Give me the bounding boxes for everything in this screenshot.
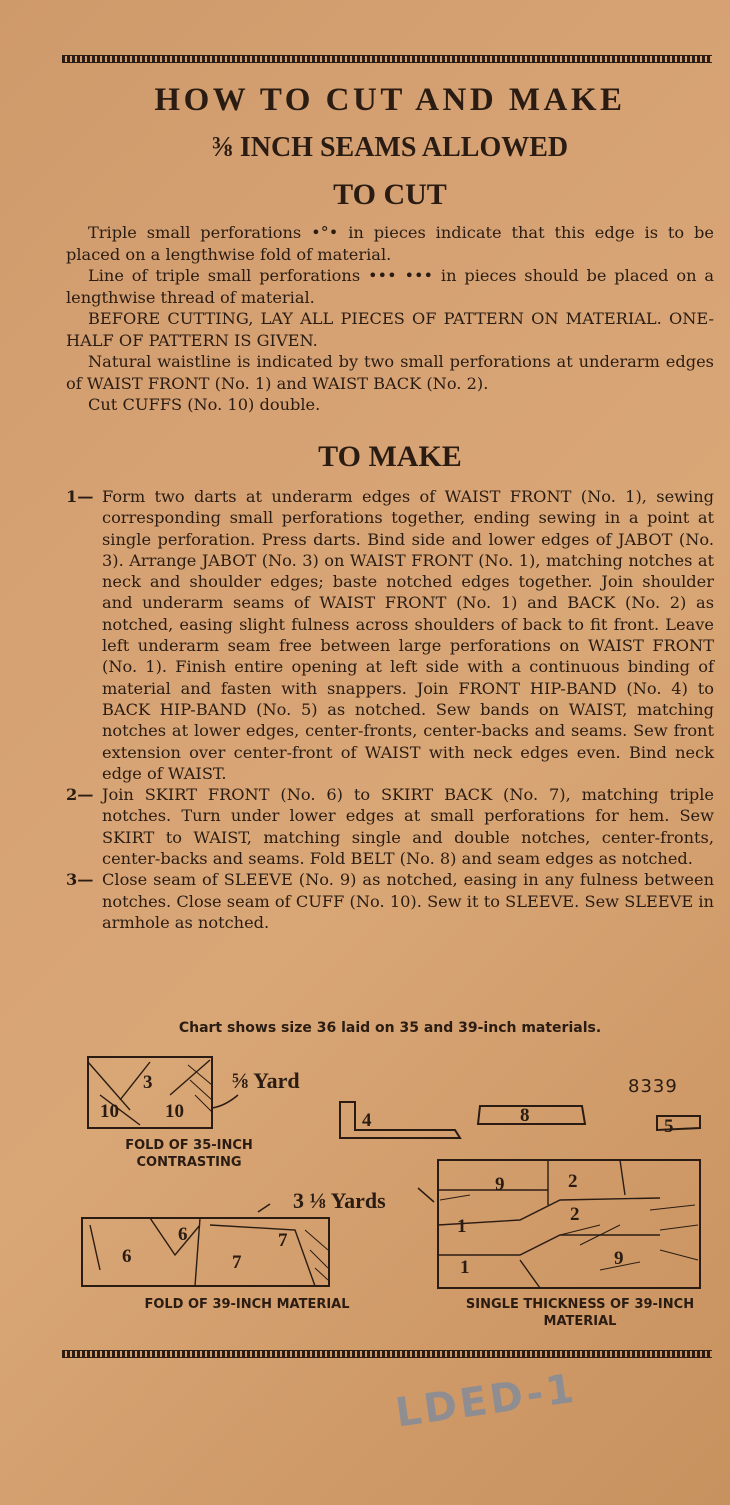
to-cut-heading: TO CUT [333,178,447,211]
cut-paragraph: Triple small perforations •°• in pieces indicate that this edge is to be placed on a lengthwise fold of material. [66,223,714,264]
yardage-main: 3 ⅛ Yards [293,1188,386,1213]
piece-label-1: 1 [460,1257,470,1278]
seams-allowance-heading: ⅜ INCH SEAMS ALLOWED [211,132,569,163]
step-number: 1— [66,487,94,506]
piece-label-6: 6 [178,1224,188,1245]
step-number: 3— [66,870,94,890]
cut-paragraph: Natural waistline is indicated by two small perforations at underarm edges of WAIST FRONT (No. 1) and WAIST BACK (No. 2). [66,352,714,393]
cut-paragraph: BEFORE CUTTING, LAY ALL PIECES OF PATTERN ON MATERIAL. ONE-HALF OF PATTERN IS GIVEN. [66,309,714,350]
bottom-border-rule [62,1350,712,1358]
cut-paragraph: Line of triple small perforations ••• ••• in pieces should be placed on a lengthwise thread of material. [66,266,714,307]
piece-label-9: 9 [614,1248,624,1269]
piece-label-5: 5 [664,1116,674,1137]
page-title: HOW TO CUT AND MAKE [154,82,626,118]
step-number: 2— [66,785,94,805]
piece-label-2: 2 [568,1171,578,1192]
step-text: Close seam of SLEEVE (No. 9) as notched, easing in any fulness between notches. Close seam of CUFF (No. 10). Sew it to SLEEVE. Sew SLEEVE in armhole as notched. [102,870,714,932]
piece-label-10: 10 [165,1101,184,1122]
piece-label-2: 2 [570,1204,580,1225]
label-contrasting-fold: FOLD OF 35-INCH CONTRASTING [125,1138,253,1170]
piece-label-6: 6 [122,1246,132,1267]
step-text: Join SKIRT FRONT (No. 6) to SKIRT BACK (No. 7), matching triple notches. Turn under lower edges at small perforations for hem. Sew SKIRT to WAIST, matching single and double notches, center-fronts, center-backs and seams. Fold BELT (No. 8) and seam edges as notched. [102,785,714,869]
piece-label-10: 10 [100,1101,119,1122]
piece-label-1: 1 [457,1216,467,1237]
piece-label-3: 3 [143,1072,153,1093]
piece-label-8: 8 [520,1105,530,1126]
to-make-heading: TO MAKE [318,440,462,473]
piece-8-outline [478,1106,585,1124]
chart-note: Chart shows size 36 laid on 35 and 39-inch materials. [178,1020,602,1036]
fold-39-fabric-box [82,1218,329,1286]
step-text: Form two darts at underarm edges of WAIST FRONT (No. 1), sewing corresponding small perforations together, ending sewing in a point at single perforation. Press darts. Bind side and lower edges of JABOT (No. 3). Arrange JABOT (No. 3) on WAIST FRONT (No. 1), matching notches at neck and shoulder edges; baste notched edges together. Join shoulder and underarm seams of WAIST FRONT (No. 1) and BACK (No. 2) as notched, easing slight fulness across shoulders of back to fit front. Leave left underarm seam free between large perforations on WAIST FRONT (No. 1). Finish entire opening at left side with a continuous binding of material and fasten with snappers. Join FRONT HIP-BAND (No. 4) to BACK HIP-BAND (No. 5) as notched. Sew bands on WAIST, matching notches at lower edges, center-fronts, center-backs and seams. Sew front extension over center-front of WAIST with neck edges even. Bind neck edge of WAIST. [102,487,714,783]
piece-label-9: 9 [495,1174,505,1195]
piece-4-outline [340,1102,460,1138]
piece-label-4: 4 [362,1110,372,1131]
pattern-number: 8339 [628,1076,678,1097]
label-single-39: SINGLE THICKNESS OF 39-INCH MATERIAL [465,1297,695,1329]
label-fold-39: FOLD OF 39-INCH MATERIAL [144,1297,350,1312]
yardage-contrast: ⅝ Yard [232,1068,300,1093]
piece-label-7: 7 [278,1230,288,1251]
piece-label-7: 7 [232,1252,242,1273]
ink-stamp: LDED-1 [392,1365,580,1437]
cut-paragraph: Cut CUFFS (No. 10) double. [88,395,321,414]
